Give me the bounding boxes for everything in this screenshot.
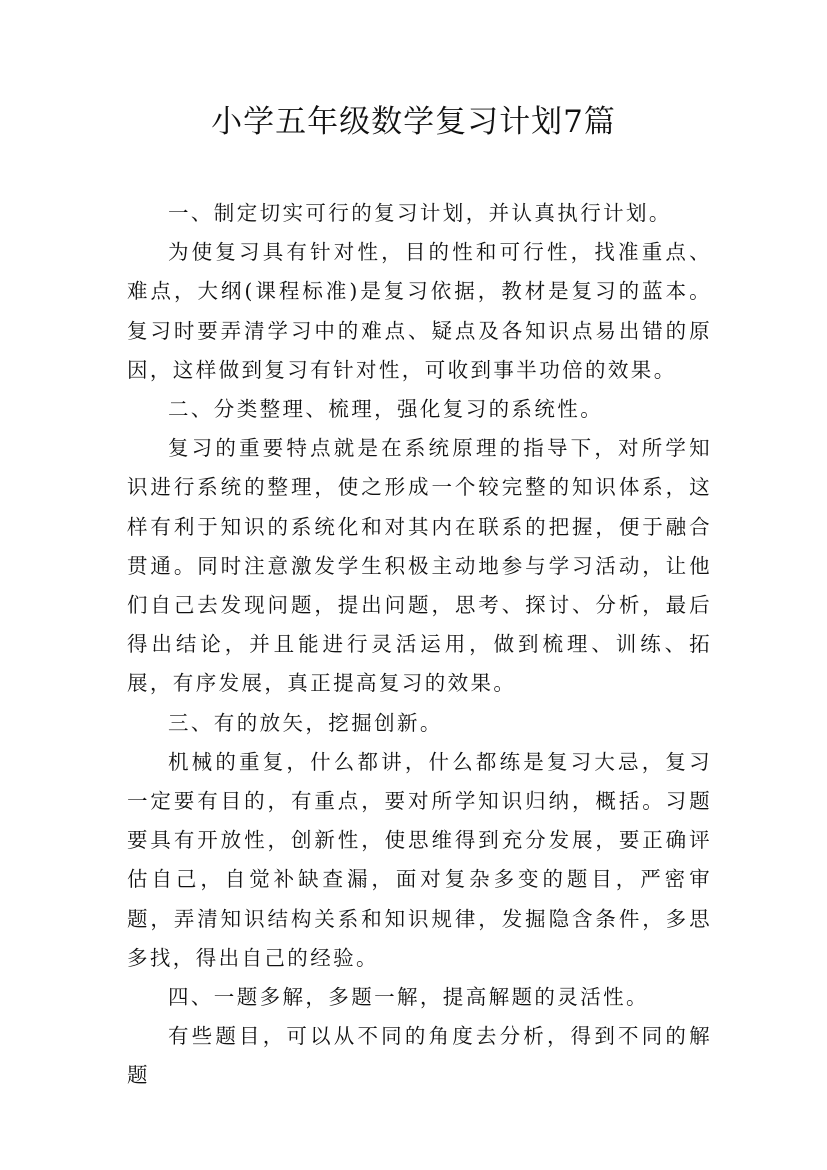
section-heading-2: 二、分类整理、梳理，强化复习的系统性。 (168, 397, 604, 422)
paragraph: 机械的重复，什么都讲，什么都练是复习大忌，复习一定要有目的，有重点，要对所学知识归纳，概括。习题要具有开放性，创新性，使思维得到充分发展，要正确评估自己，自觉补缺查漏，面对复杂多变的题目，严密审题，弄清知识结构关系和知识规律，发掘隐含条件，多思多找，得出自己的经验。 (127, 749, 712, 970)
paragraph: 复习的重要特点就是在系统原理的指导下，对所学知识进行系统的整理，使之形成一个较完整的知识体系，这样有利于知识的系统化和对其内在联系的把握，便于融合贯通。同时注意激发学生积极主动地参与学习活动，让他们自己去发现问题，提出问题，思考、探讨、分析，最后得出结论，并且能进行灵活运用，做到梳理、训练、拓展，有序发展，真正提高复习的效果。 (127, 436, 712, 696)
section-heading-4: 四、一题多解，多题一解，提高解题的灵活性。 (168, 985, 649, 1010)
document-title: 小学五年级数学复习计划7篇 (211, 104, 616, 140)
paragraph: 有些题目，可以从不同的角度去分析，得到不同的解题 (127, 1024, 712, 1088)
section-heading-3: 三、有的放矢，挖掘创新。 (168, 710, 443, 735)
document-body (127, 194, 712, 1096)
section-heading-1: 一、制定切实可行的复习计划，并认真执行计划。 (168, 201, 672, 225)
paragraph: 为使复习具有针对性，目的性和可行性，找准重点、难点，大纲(课程标准)是复习依据，教材是复习的蓝本。复习时要弄清学习中的难点、疑点及各知识点易出错的原因，这样做到复习有针对性，可收到事半功倍的效果。 (127, 240, 712, 382)
